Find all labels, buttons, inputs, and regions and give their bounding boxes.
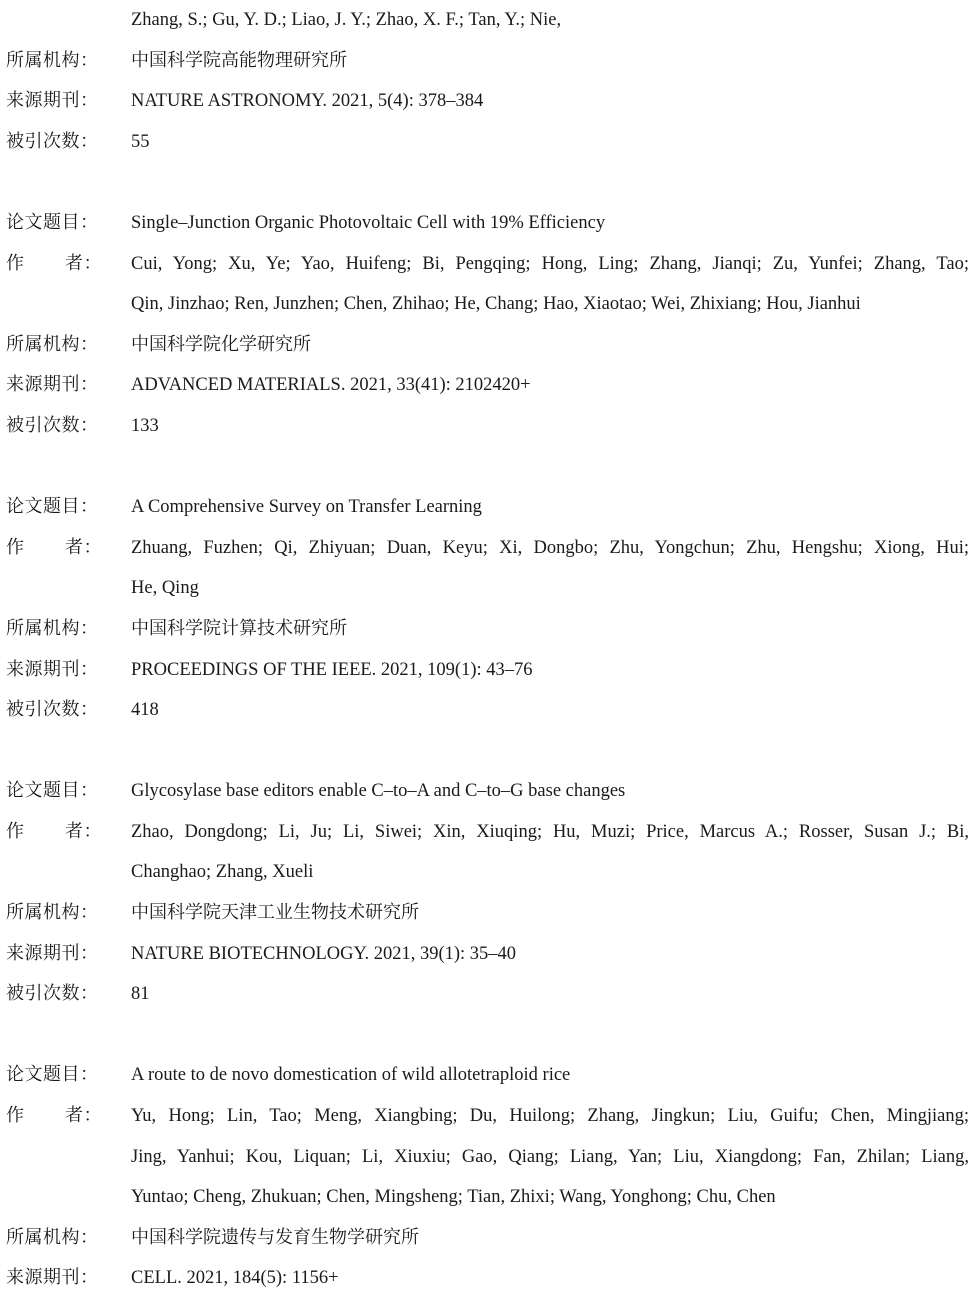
journal-row [6, 1258, 969, 1299]
title-label: 论文题目： [6, 1064, 99, 1086]
authors-text: Changhao; Zhang, Xueli [131, 862, 314, 883]
journal-value: NATURE ASTRONOMY. 2021, 5(4): 378–384 [131, 91, 484, 112]
title-value: A Comprehensive Survey on Transfer Learning [131, 497, 482, 518]
journal-value: CELL. 2021, 184(5): 1156+ [131, 1268, 339, 1289]
authors-text: Zhang, S.; Gu, Y. D.; Liao, J. Y.; Zhao, X. F.; Tan, Y.; Nie, [131, 10, 562, 30]
institution-label: 所属机构： [6, 333, 99, 355]
authors-text: Qin, Jinzhao; Ren, Junzhen; Chen, Zhihao; He, Chang; Hao, Xiaotao; Wei, Zhixiang; Hou, Jianhui [131, 294, 861, 315]
title-value: Glycosylase base editors enable C–to–A and C–to–G base changes [131, 781, 626, 802]
journal-row [6, 934, 969, 975]
authors-label-a: 作 [6, 820, 25, 842]
journal-label: 来源期刊： [6, 374, 99, 396]
institution-row [6, 609, 969, 650]
title-value: Single–Junction Organic Photovoltaic Cell with 19% Efficiency [131, 212, 606, 233]
title-row [6, 771, 969, 812]
title-value: A route to de novo domestication of wild allotetraploid rice [131, 1065, 571, 1086]
authors-row [6, 244, 969, 285]
paper-list [6, 0, 969, 1299]
authors-label [6, 1096, 102, 1137]
citations-row [6, 406, 969, 447]
citations-label: 被引次数： [6, 699, 99, 721]
record-separator [6, 731, 969, 772]
authors-row [6, 528, 969, 569]
citations-row [6, 974, 969, 1015]
title-label: 论文题目： [6, 211, 99, 233]
authors-label-a: 作 [6, 536, 25, 558]
authors-text: Yu, Hong; Lin, Tao; Meng, Xiangbing; Du, Huilong; Zhang, Jingkun; Liu, Guifu; Chen, Mingjiang; [131, 1106, 969, 1127]
journal-value: PROCEEDINGS OF THE IEEE. 2021, 109(1): 43–76 [131, 659, 533, 680]
journal-label: 来源期刊： [6, 658, 99, 680]
record-separator [6, 162, 969, 203]
authors-text: Jing, Yanhui; Kou, Liquan; Li, Xiuxiu; Gao, Qiang; Liang, Yan; Liu, Xiangdong; Fan, Zhilan; Liang, [131, 1146, 969, 1167]
authors-label-a: 作 [6, 252, 25, 274]
institution-value: 中国科学院天津工业生物技术研究所 [131, 902, 419, 924]
citations-label: 被引次数： [6, 983, 99, 1005]
authors-row [6, 812, 969, 853]
record-separator [6, 1015, 969, 1056]
institution-label: 所属机构： [6, 1226, 99, 1248]
authors-text: He, Qing [131, 578, 199, 599]
institution-row [6, 1218, 969, 1259]
authors-continuation-row [6, 568, 969, 609]
author-continuation-line [6, 0, 969, 41]
institution-value: 中国科学院化学研究所 [131, 333, 311, 355]
authors-label [6, 528, 102, 569]
journal-value: NATURE BIOTECHNOLOGY. 2021, 39(1): 35–40 [131, 943, 517, 964]
institution-label: 所属机构： [6, 902, 99, 924]
citations-value: 81 [131, 984, 150, 1005]
authors-text: Zhao, Dongdong; Li, Ju; Li, Siwei; Xin, Xiuqing; Hu, Muzi; Price, Marcus A.; Rosser, Susan J.; Bi, [131, 821, 969, 842]
authors-continuation-row [6, 284, 969, 325]
institution-label: 所属机构： [6, 49, 99, 71]
citations-value: 418 [131, 700, 159, 721]
citations-value: 133 [131, 415, 159, 436]
institution-row [6, 325, 969, 366]
title-label: 论文题目： [6, 780, 99, 802]
title-row [6, 1055, 969, 1096]
authors-continuation-row [6, 852, 969, 893]
authors-label [6, 812, 102, 853]
journal-value: ADVANCED MATERIALS. 2021, 33(41): 2102420+ [131, 375, 531, 396]
journal-row [6, 81, 969, 122]
authors-label [6, 244, 102, 285]
citations-value: 55 [131, 131, 150, 152]
authors-row [6, 1096, 969, 1137]
authors-text: Yuntao; Cheng, Zhukuan; Chen, Mingsheng; Tian, Zhixi; Wang, Yonghong; Chu, Chen [131, 1187, 776, 1208]
authors-label-b: 者： [65, 820, 102, 842]
institution-value: 中国科学院计算技术研究所 [131, 617, 347, 639]
citations-row [6, 122, 969, 163]
title-row [6, 487, 969, 528]
journal-row [6, 650, 969, 691]
journal-label: 来源期刊： [6, 90, 99, 112]
institution-row [6, 893, 969, 934]
journal-row [6, 365, 969, 406]
institution-value: 中国科学院高能物理研究所 [131, 49, 347, 71]
record-separator [6, 447, 969, 488]
authors-continuation-row [6, 1177, 969, 1218]
journal-label: 来源期刊： [6, 1267, 99, 1289]
authors-label-b: 者： [65, 1105, 102, 1127]
title-row [6, 203, 969, 244]
citations-label: 被引次数： [6, 130, 99, 152]
authors-label-b: 者： [65, 252, 102, 274]
citations-label: 被引次数： [6, 414, 99, 436]
journal-label: 来源期刊： [6, 942, 99, 964]
authors-text: Zhuang, Fuzhen; Qi, Zhiyuan; Duan, Keyu; Xi, Dongbo; Zhu, Yongchun; Zhu, Hengshu; Xiong, Hui; [131, 537, 969, 558]
institution-value: 中国科学院遗传与发育生物学研究所 [131, 1226, 419, 1248]
citations-row [6, 690, 969, 731]
authors-label-b: 者： [65, 536, 102, 558]
institution-label: 所属机构： [6, 617, 99, 639]
authors-text: Cui, Yong; Xu, Ye; Yao, Huifeng; Bi, Pengqing; Hong, Ling; Zhang, Jianqi; Zu, Yunfei; Zhang, Tao; [131, 253, 969, 274]
authors-label-a: 作 [6, 1105, 25, 1127]
authors-continuation-row [6, 1137, 969, 1178]
title-label: 论文题目： [6, 496, 99, 518]
institution-row [6, 41, 969, 82]
